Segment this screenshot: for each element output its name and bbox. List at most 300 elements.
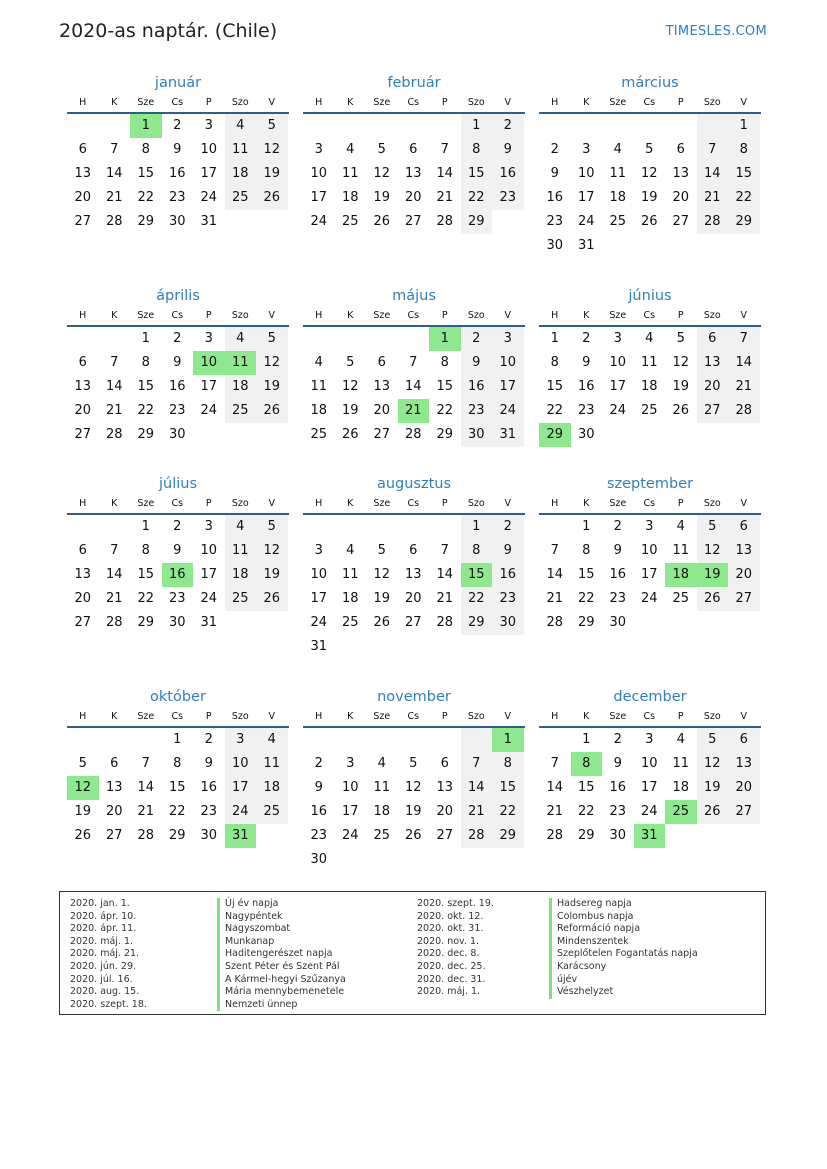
day-cell: 30 [310,852,328,867]
day-cell: 23 [609,591,627,606]
day-cell: 31 [634,824,666,848]
empty-cell [225,210,257,234]
weekday-label: Szo [467,498,485,509]
day-cell: 14 [461,776,493,800]
week-row [67,800,289,824]
week-row [303,399,525,423]
day-cell: 1 [461,114,493,138]
day-cell: 14 [105,567,123,582]
day-cell: 10 [193,351,225,375]
weekday-label: H [315,498,323,509]
weekday-header [303,708,525,728]
day-cell: 21 [728,375,760,399]
day-cell: 2 [173,519,182,534]
day-cell: 30 [168,427,186,442]
week-row [303,728,525,752]
day-cell: 10 [609,355,627,370]
day-cell: 3 [204,118,213,133]
day-cell: 25 [256,800,288,824]
day-cell: 21 [461,800,493,824]
day-cell: 7 [697,138,729,162]
day-cell: 24 [640,591,658,606]
day-cell: 2 [492,114,524,138]
empty-cell [398,114,430,138]
weekday-header [67,708,289,728]
day-cell: 22 [461,186,493,210]
day-cell: 7 [728,327,760,351]
holiday-entry: 2020. okt. 31. [417,923,484,935]
empty-cell [492,635,524,659]
day-cell: 15 [492,776,524,800]
day-cell: 1 [429,327,461,351]
day-cell: 30 [609,615,627,630]
weekday-label: Sze [137,97,155,108]
day-cell: 13 [404,567,422,582]
day-cell: 17 [310,190,328,205]
empty-cell [398,635,430,659]
day-cell: 29 [137,615,155,630]
day-cell: 20 [404,190,422,205]
week-row [67,728,289,752]
day-cell: 11 [310,379,328,394]
weekday-label: Cs [171,97,184,108]
day-cell: 21 [546,591,564,606]
day-cell: 6 [78,355,87,370]
day-cell: 9 [314,780,323,795]
day-cell: 15 [436,379,454,394]
day-cell: 20 [105,804,123,819]
weekday-label: Szo [231,498,249,509]
weekday-label: Sze [137,711,155,722]
day-cell: 26 [697,800,729,824]
day-cell: 12 [373,567,391,582]
day-cell: 25 [609,214,627,229]
day-cell: 20 [74,591,92,606]
day-cell: 3 [204,331,213,346]
day-cell: 1 [582,732,591,747]
day-cell: 23 [168,190,186,205]
weekday-label: Szo [703,498,721,509]
day-cell: 29 [728,210,760,234]
day-cell: 14 [436,166,454,181]
weekday-label: Szo [231,310,249,321]
holiday-entry: Nagypéntek [217,911,346,924]
day-cell: 1 [141,331,150,346]
day-cell: 21 [105,190,123,205]
weekday-label: V [504,97,511,108]
holiday-entry: 2020. dec. 8. [417,948,480,960]
week-row [303,848,525,872]
day-cell: 7 [110,142,119,157]
day-cell: 13 [728,539,760,563]
weekday-label: H [315,711,323,722]
empty-cell [225,611,257,635]
empty-cell [256,210,288,234]
weekday-label: Sze [609,310,627,321]
day-cell: 25 [225,587,257,611]
day-cell: 1 [173,732,182,747]
weekday-label: V [268,310,275,321]
day-cell: 5 [346,355,355,370]
day-cell: 2 [461,327,493,351]
month-name: április [156,288,200,304]
week-row [303,351,525,375]
weekday-label: P [205,498,212,509]
day-cell: 8 [571,752,603,776]
empty-cell [697,234,729,258]
day-cell: 5 [409,756,418,771]
holiday-entry: A Kármel-hegyi Szűzanya [217,974,346,987]
empty-cell [571,114,603,138]
holiday-entry: Haditengerészet napja [217,948,346,961]
day-cell: 24 [577,214,595,229]
week-row [539,210,761,234]
day-cell: 24 [492,399,524,423]
empty-cell [697,423,729,447]
day-cell: 8 [173,756,182,771]
day-cell: 15 [461,162,493,186]
day-cell: 20 [697,375,729,399]
day-cell: 27 [672,214,690,229]
day-cell: 22 [137,591,155,606]
day-cell: 11 [373,780,391,795]
day-cell: 4 [613,142,622,157]
day-cell: 9 [582,355,591,370]
day-cell: 24 [640,804,658,819]
holiday-entry: Hadsereg napja [549,898,698,911]
week-row [539,539,761,563]
day-cell: 29 [137,214,155,229]
empty-cell [398,848,430,872]
day-cell: 23 [609,804,627,819]
weekday-label: P [441,97,448,108]
week-row [67,162,289,186]
day-cell: 16 [168,379,186,394]
day-cell: 7 [141,756,150,771]
weekday-label: Cs [171,310,184,321]
day-cell: 29 [461,210,493,234]
empty-cell [67,327,99,351]
day-cell: 29 [539,423,571,447]
day-cell: 12 [373,166,391,181]
day-cell: 24 [200,190,218,205]
day-cell: 19 [697,563,729,587]
empty-cell [429,635,461,659]
day-cell: 13 [728,752,760,776]
day-cell: 9 [204,756,213,771]
holiday-entry: Colombus napja [549,911,698,924]
weekday-label: K [583,310,590,321]
weekday-label: Cs [643,498,656,509]
day-cell: 18 [640,379,658,394]
weekday-header [539,307,761,327]
week-row [539,351,761,375]
day-cell: 26 [640,214,658,229]
day-cell: 21 [105,403,123,418]
day-cell: 21 [105,591,123,606]
day-cell: 18 [341,190,359,205]
weekday-label: V [268,711,275,722]
day-cell: 10 [640,543,658,558]
empty-cell [366,327,398,351]
day-cell: 31 [492,423,524,447]
day-cell: 10 [492,351,524,375]
day-cell: 6 [697,327,729,351]
empty-cell [728,423,760,447]
day-cell: 14 [137,780,155,795]
day-cell: 20 [728,776,760,800]
day-cell: 31 [200,615,218,630]
day-cell: 11 [225,351,257,375]
weekday-label: P [677,97,684,108]
day-cell: 8 [582,543,591,558]
week-row [67,399,289,423]
holiday-dates-col1 [70,898,147,1011]
day-cell: 13 [373,379,391,394]
day-cell: 18 [225,162,257,186]
day-cell: 1 [461,515,493,539]
day-cell: 2 [492,515,524,539]
weekday-header [67,495,289,515]
day-cell: 4 [314,355,323,370]
day-cell: 16 [310,804,328,819]
empty-cell [461,848,493,872]
week-row [303,776,525,800]
week-row [67,752,289,776]
empty-cell [99,327,131,351]
day-cell: 13 [436,780,454,795]
empty-cell [697,114,729,138]
day-cell: 5 [697,728,729,752]
week-row [539,138,761,162]
day-cell: 19 [256,375,288,399]
day-cell: 14 [697,162,729,186]
empty-cell [335,515,367,539]
weekday-label: H [79,310,87,321]
day-cell: 18 [672,780,690,795]
holiday-entry: 2020. szept. 19. [417,898,494,909]
day-cell: 19 [697,776,729,800]
month-name: június [628,288,672,304]
day-cell: 2 [582,331,591,346]
day-cell: 26 [404,828,422,843]
day-cell: 3 [225,728,257,752]
weekday-header [303,307,525,327]
day-cell: 14 [728,351,760,375]
day-cell: 8 [141,543,150,558]
day-cell: 10 [310,567,328,582]
day-cell: 11 [672,543,690,558]
day-cell: 20 [74,403,92,418]
holiday-entry: Reformáció napja [549,923,698,936]
day-cell: 24 [200,591,218,606]
day-cell: 4 [377,756,386,771]
day-cell: 21 [697,186,729,210]
day-cell: 9 [461,351,493,375]
week-row [303,114,525,138]
day-cell: 7 [409,355,418,370]
week-row [67,776,289,800]
week-row [303,327,525,351]
week-row [303,210,525,234]
empty-cell [602,114,634,138]
holiday-entry: újév [549,974,698,987]
holiday-entry: 2020. szept. 18. [70,998,147,1010]
day-cell: 16 [577,379,595,394]
day-cell: 7 [440,142,449,157]
weekday-label: H [551,310,559,321]
day-cell: 20 [404,591,422,606]
day-cell: 1 [492,728,524,752]
day-cell: 1 [582,519,591,534]
day-cell: 27 [728,800,760,824]
day-cell: 31 [225,824,257,848]
weekday-label: Cs [171,711,184,722]
week-row [67,824,289,848]
day-cell: 3 [492,327,524,351]
holiday-entry: Vészhelyzet [549,986,698,999]
day-cell: 5 [377,142,386,157]
holiday-dates-col2 [417,898,494,999]
empty-cell [492,210,524,234]
day-cell: 23 [168,403,186,418]
empty-cell [665,611,697,635]
day-cell: 18 [665,563,697,587]
week-row [67,539,289,563]
day-cell: 30 [609,828,627,843]
day-cell: 30 [492,611,524,635]
holiday-entry: 2020. dec. 25. [417,960,486,972]
weekday-label: H [551,711,559,722]
empty-cell [303,114,335,138]
week-row [539,375,761,399]
day-cell: 16 [546,190,564,205]
week-row [67,587,289,611]
weekday-label: Cs [643,711,656,722]
week-row [539,776,761,800]
day-cell: 29 [577,828,595,843]
week-row [303,587,525,611]
week-row [539,234,761,258]
empty-cell [99,515,131,539]
day-cell: 13 [672,166,690,181]
weekday-label: P [205,310,212,321]
day-cell: 4 [676,732,685,747]
day-cell: 3 [314,543,323,558]
weekday-label: K [111,711,118,722]
day-cell: 12 [697,752,729,776]
day-cell: 15 [728,162,760,186]
day-cell: 17 [640,780,658,795]
week-row [539,399,761,423]
day-cell: 11 [225,138,257,162]
day-cell: 20 [373,403,391,418]
day-cell: 3 [645,519,654,534]
empty-cell [728,611,760,635]
day-cell: 19 [640,190,658,205]
day-cell: 30 [546,238,564,253]
day-cell: 6 [728,728,760,752]
empty-cell [366,728,398,752]
weekday-label: V [268,97,275,108]
day-cell: 17 [200,166,218,181]
empty-cell [398,327,430,351]
day-cell: 22 [546,403,564,418]
day-cell: 11 [640,355,658,370]
day-cell: 3 [314,142,323,157]
day-cell: 27 [105,828,123,843]
day-cell: 15 [168,780,186,795]
day-cell: 23 [492,186,524,210]
day-cell: 19 [672,379,690,394]
day-cell: 25 [225,399,257,423]
day-cell: 27 [74,427,92,442]
day-cell: 4 [645,331,654,346]
brand-link[interactable]: TIMESLES.COM [665,24,767,39]
holiday-entry: Munkanap [217,936,346,949]
day-cell: 23 [200,804,218,819]
empty-cell [398,728,430,752]
day-cell: 17 [225,776,257,800]
holiday-entry: 2020. aug. 15. [70,986,140,998]
day-cell: 5 [256,114,288,138]
empty-cell [461,635,493,659]
day-cell: 14 [105,166,123,181]
week-row [539,563,761,587]
weekday-label: K [347,97,354,108]
day-cell: 26 [373,214,391,229]
day-cell: 7 [440,543,449,558]
day-cell: 13 [404,166,422,181]
day-cell: 7 [550,543,559,558]
day-cell: 6 [78,543,87,558]
weekday-label: Szo [703,711,721,722]
day-cell: 4 [676,519,685,534]
day-cell: 28 [697,210,729,234]
week-row [539,327,761,351]
weekday-label: P [205,97,212,108]
day-cell: 24 [225,800,257,824]
day-cell: 20 [672,190,690,205]
week-row [67,515,289,539]
weekday-label: K [347,498,354,509]
empty-cell [303,327,335,351]
day-cell: 9 [492,539,524,563]
weekday-label: P [677,711,684,722]
week-row [539,162,761,186]
month-name: október [150,689,206,705]
day-cell: 3 [645,732,654,747]
day-cell: 26 [74,828,92,843]
empty-cell [303,515,335,539]
day-cell: 9 [550,166,559,181]
day-cell: 14 [436,567,454,582]
day-cell: 9 [173,543,182,558]
weekday-label: V [740,97,747,108]
weekday-label: Szo [703,310,721,321]
holiday-entry: Mindenszentek [549,936,698,949]
day-cell: 20 [74,190,92,205]
empty-cell [602,234,634,258]
empty-cell [335,848,367,872]
day-cell: 30 [461,423,493,447]
day-cell: 3 [582,142,591,157]
day-cell: 2 [314,756,323,771]
day-cell: 8 [141,142,150,157]
day-cell: 1 [141,519,150,534]
week-row [303,635,525,659]
weekday-label: K [583,97,590,108]
